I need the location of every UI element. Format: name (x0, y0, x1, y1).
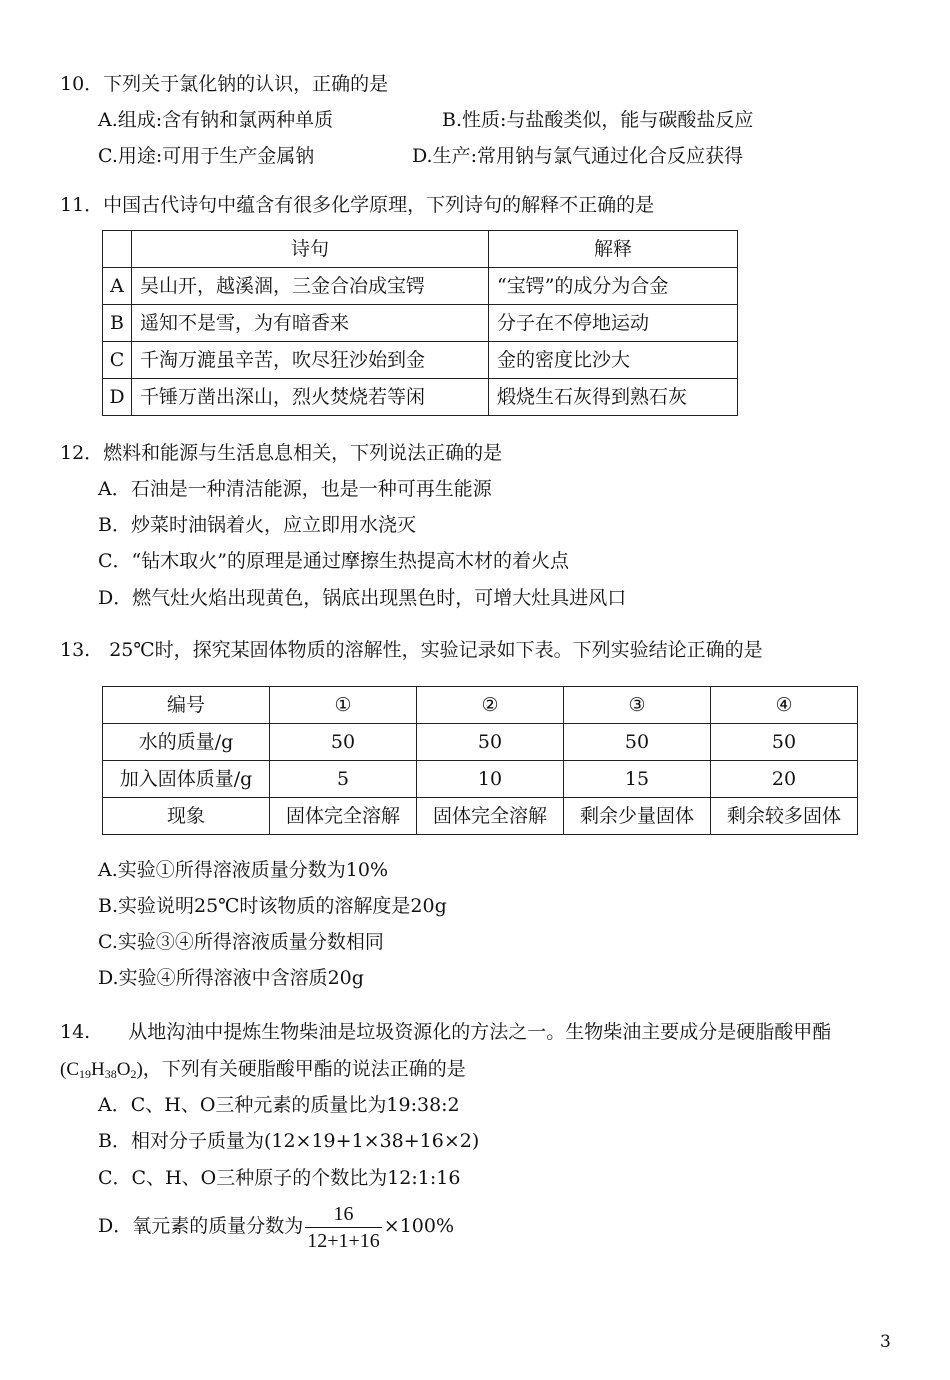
table-cell: 千锤万凿出深山，烈火焚烧若等闲 (132, 379, 489, 416)
table-cell: 千淘万漉虽辛苦，吹尽狂沙始到金 (132, 342, 489, 379)
table-cell: 遥知不是雪，为有暗香来 (132, 305, 489, 342)
table-cell: 水的质量/g (103, 724, 270, 761)
q14-option-d (98, 1198, 454, 1254)
table-row (103, 687, 858, 724)
q12-stem: 12．燃料和能源与生活息息相关，下列说法正确的是 (60, 442, 503, 464)
q11-table (102, 230, 738, 416)
option-d-suffix: ×100% (383, 1215, 455, 1237)
q14-stem-line2: $(C_{19}H_{38}O_2)$，下列有关硬脂酸甲酯的说法正确的是 (60, 1058, 466, 1081)
table-cell (103, 231, 132, 268)
table-cell: 加入固体质量/g (103, 761, 270, 798)
table-cell: 50 (564, 724, 711, 761)
table-row (103, 761, 858, 798)
table-cell: 50 (711, 724, 858, 761)
table-cell: 剩余较多固体 (711, 798, 858, 835)
fraction-numerator: 16 (333, 1202, 354, 1225)
page-number: 3 (880, 1332, 891, 1352)
q10-option-a: A.组成:含有钠和氯两种单质 (98, 109, 334, 131)
q13-option-b: B.实验说明25℃时该物质的溶解度是20g (98, 895, 447, 917)
table-cell: 固体完全溶解 (417, 798, 564, 835)
table-cell: 编号 (103, 687, 270, 724)
table-cell: C (103, 342, 132, 379)
table-cell: ③ (564, 687, 711, 724)
q11-stem: 11．中国古代诗句中蕴含有很多化学原理，下列诗句的解释不正确的是 (60, 194, 655, 216)
table-cell: 吴山开，越溪涸，三金合冶成宝锷 (132, 268, 489, 305)
table-cell: 50 (417, 724, 564, 761)
table-cell: B (103, 305, 132, 342)
table-cell: 15 (564, 761, 711, 798)
option-d-prefix: D．氧元素的质量分数为 (98, 1215, 304, 1237)
table-cell: “宝锷”的成分为合金 (489, 268, 738, 305)
table-row (103, 231, 738, 268)
q10-option-b: B.性质:与盐酸类似，能与碳酸盐反应 (442, 109, 754, 131)
table-cell: 20 (711, 761, 858, 798)
table-cell: 现象 (103, 798, 270, 835)
q14-stem: 14. 从地沟油中提炼生物柴油是垃圾资源化的方法之一。生物柴油主要成分是硬脂酸甲酯 (60, 1021, 832, 1043)
q14-option-a: A．C、H、O三种元素的质量比为19:38:2 (98, 1094, 460, 1116)
q13-table (102, 686, 858, 835)
q13-option-c: C.实验③④所得溶液质量分数相同 (98, 931, 384, 953)
table-row (103, 342, 738, 379)
table-cell: ② (417, 687, 564, 724)
table-row (103, 268, 738, 305)
q10-option-c: C.用途:可用于生产金属钠 (98, 145, 315, 167)
table-row (103, 724, 858, 761)
table-cell: 50 (270, 724, 417, 761)
table-cell: ① (270, 687, 417, 724)
table-cell: ④ (711, 687, 858, 724)
q12-option-c: C．“钻木取火”的原理是通过摩擦生热提高木材的着火点 (98, 550, 569, 572)
table-cell: 10 (417, 761, 564, 798)
table-row (103, 305, 738, 342)
table-cell: A (103, 268, 132, 305)
q12-option-a: A．石油是一种清洁能源，也是一种可再生能源 (98, 478, 492, 500)
table-cell: 金的密度比沙大 (489, 342, 738, 379)
fraction (305, 1201, 382, 1254)
table-row (103, 798, 858, 835)
chemical-formula: $(C_{19}H_{38}O_2)$ (60, 1059, 143, 1081)
q10-option-d: D.生产:常用钠与氯气通过化合反应获得 (412, 145, 743, 167)
table-cell: 剩余少量固体 (564, 798, 711, 835)
table-cell: 煅烧生石灰得到熟石灰 (489, 379, 738, 416)
table-cell: 固体完全溶解 (270, 798, 417, 835)
q14-option-b: B．相对分子质量为(12×19+1×38+16×2) (98, 1130, 480, 1152)
table-header-poem: 诗句 (132, 231, 489, 268)
table-row (103, 379, 738, 416)
q13-stem: 13. 25℃时，探究某固体物质的溶解性，实验记录如下表。下列实验结论正确的是 (60, 639, 763, 661)
table-cell: D (103, 379, 132, 416)
fraction-denominator: 12+1+16 (305, 1227, 382, 1254)
q10-stem: 10．下列关于氯化钠的认识，正确的是 (60, 73, 389, 95)
q13-option-d: D.实验④所得溶液中含溶质20g (98, 967, 364, 989)
table-cell: 5 (270, 761, 417, 798)
q13-option-a: A.实验①所得溶液质量分数为10% (98, 859, 388, 881)
q12-option-d: D．燃气灶火焰出现黄色，锅底出现黑色时，可增大灶具进风口 (98, 587, 627, 609)
q12-option-b: B．炒菜时油锅着火，应立即用水浇灭 (98, 514, 416, 536)
table-header-explain: 解释 (489, 231, 738, 268)
q14-option-c: C．C、H、O三种原子的个数比为12:1:16 (98, 1167, 461, 1189)
table-cell: 分子在不停地运动 (489, 305, 738, 342)
